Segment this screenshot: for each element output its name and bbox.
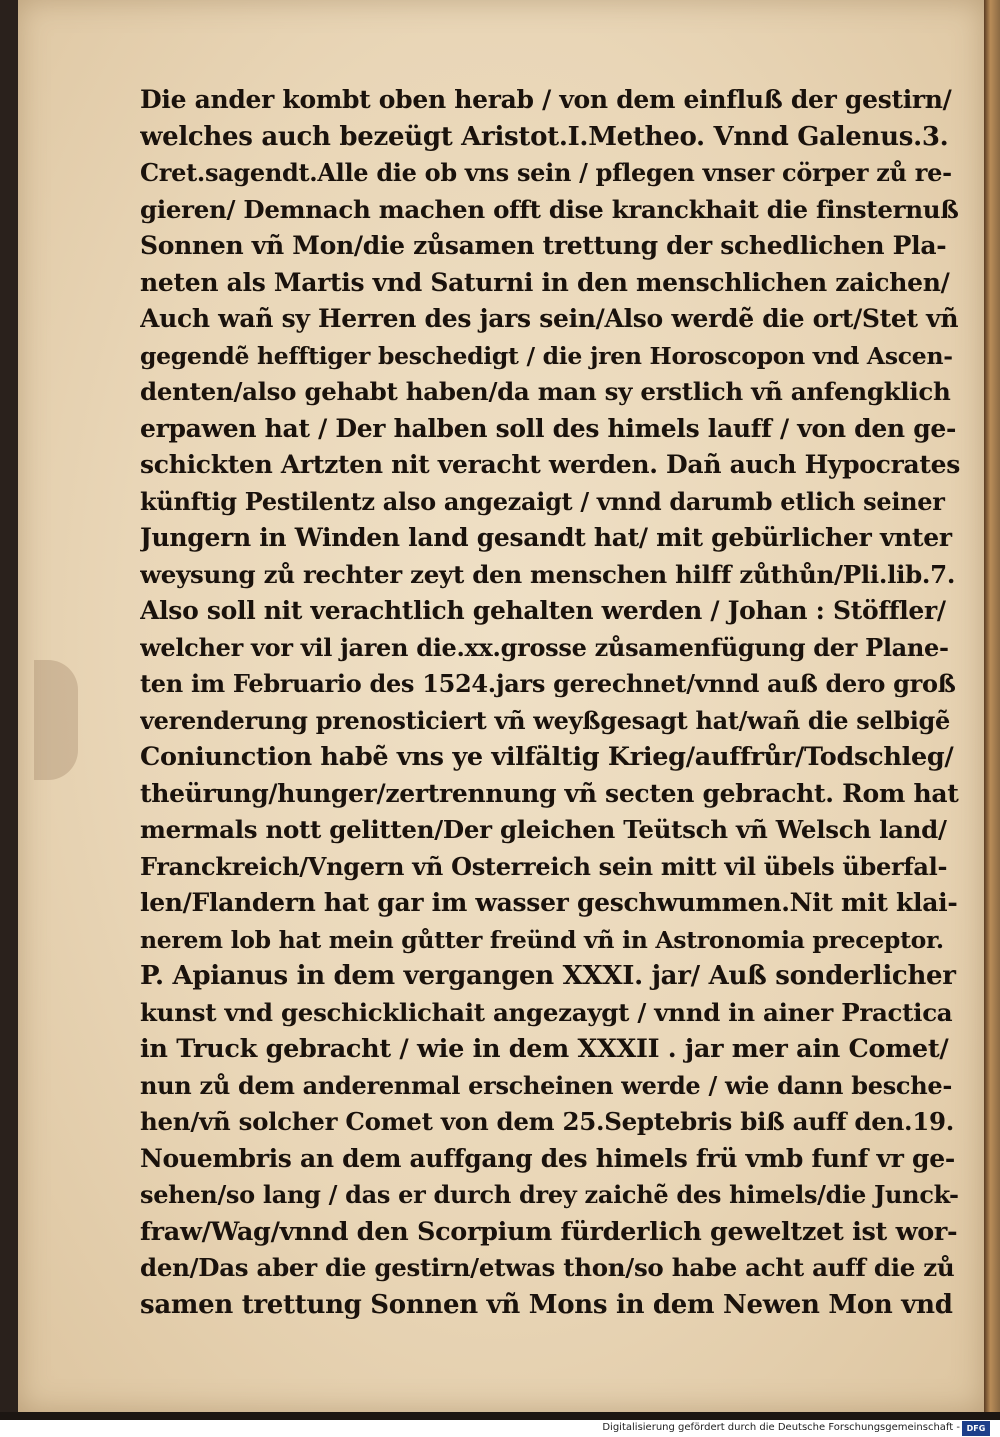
text-line: welcher vor vil jaren die.xx.grosse zůsamenfügung der Plane- bbox=[140, 632, 949, 662]
text-line: denten/also gehabt haben/da man sy erstlich vñ anfengklich bbox=[140, 377, 951, 406]
text-line: fraw/Wag/vnnd den Scorpium fürderlich geweltzet ist wor- bbox=[140, 1216, 958, 1247]
text-line: hen/vñ solcher Comet von dem 25.Septebris biß auff den.19. bbox=[140, 1107, 954, 1136]
text-line: Coniunction habẽ vns ye vilfältig Krieg/auffrůr/Todschleg/ bbox=[140, 742, 954, 772]
text-line: gegendẽ hefftiger beschedigt / die jren Horoscopon vnd Ascen- bbox=[140, 341, 953, 370]
text-line: mermals nott gelitten/Der gleichen Teütsch vñ Welsch land/ bbox=[140, 815, 947, 844]
text-line: Also soll nit verachtlich gehalten werden / Johan : Stöffler/ bbox=[140, 596, 946, 625]
text-line: verenderung prenosticiert vñ weyßgesagt hat/wañ die selbigẽ bbox=[140, 705, 950, 735]
bottom-edge bbox=[0, 1412, 1000, 1420]
paper-page bbox=[18, 0, 984, 1412]
text-line: nerem lob hat mein gůtter freünd vñ in Astronomia preceptor. bbox=[140, 925, 944, 954]
text-line: Jungern in Winden land gesandt hat/ mit gebürlicher vnter bbox=[140, 523, 952, 552]
text-line: neten als Martis vnd Saturni in den menschlichen zaichen/ bbox=[140, 267, 950, 297]
text-line: gieren/ Demnach machen offt dise kranckhait die finsternuß bbox=[140, 194, 959, 224]
text-line: kunst vnd geschicklichait angezaygt / vnnd in ainer Practica bbox=[140, 997, 953, 1027]
document-body bbox=[140, 82, 960, 1323]
binding-clip-shadow bbox=[34, 660, 78, 780]
text-line: Franckreich/Vngern vñ Osterreich sein mitt vil übels überfal- bbox=[140, 851, 948, 881]
text-line: samen trettung Sonnen vñ Mons in dem Newen Mon vnd bbox=[140, 1289, 953, 1320]
text-line: schickten Artzten nit veracht werden. Dañ auch Hypocrates bbox=[140, 450, 960, 479]
text-line: sehen/so lang / das er durch drey zaichẽ des himels/die Junck- bbox=[140, 1180, 959, 1209]
text-line: ten im Februario des 1524.jars gerechnet/vnnd auß dero groß bbox=[140, 669, 956, 698]
text-line: Auch wañ sy Herren des jars sein/Also werdẽ die ort/Stet vñ bbox=[140, 304, 959, 333]
text-line: len/Flandern hat gar im wasser geschwummen.Nit mit klai- bbox=[140, 888, 958, 917]
text-line: Sonnen vñ Mon/die zůsamen trettung der schedlichen Pla- bbox=[140, 231, 947, 260]
text-line: welches auch bezeügt Aristot.I.Metheo. Vnnd Galenus.3. bbox=[140, 121, 949, 152]
text-line: nun zů dem anderenmal erscheinen werde / wie dann besche- bbox=[140, 1070, 953, 1100]
text-line: P. Apianus in dem vergangen XXXI. jar/ Auß sonderlicher bbox=[140, 961, 956, 991]
page-edge-strip bbox=[984, 0, 1000, 1420]
text-line: künftig Pestilentz also angezaigt / vnnd darumb etlich seiner bbox=[140, 486, 945, 516]
text-line: Cret.sagendt.Alle die ob vns sein / pflegen vnser cörper zů re- bbox=[140, 158, 952, 187]
text-line: Die ander kombt oben herab / von dem einfluß der gestirn/ bbox=[140, 85, 952, 114]
text-line: Nouembris an dem auffgang des himels frü vmb funf vr ge- bbox=[140, 1143, 955, 1173]
text-line: in Truck gebracht / wie in dem XXXII . jar mer ain Comet/ bbox=[140, 1034, 949, 1064]
text-line: den/Das aber die gestirn/etwas thon/so habe acht auff die zů bbox=[140, 1253, 955, 1282]
text-line: weysung zů rechter zeyt den menschen hilff zůthůn/Pli.lib.7. bbox=[140, 559, 956, 589]
dfg-logo: DFG bbox=[962, 1421, 990, 1436]
funding-credit: Digitalisierung gefördert durch die Deutsche Forschungsgemeinschaft - bbox=[602, 1422, 960, 1433]
text-line: theürung/hunger/zertrennung vñ secten gebracht. Rom hat bbox=[140, 778, 959, 808]
text-line: erpawen hat / Der halben soll des himels lauff / von den ge- bbox=[140, 413, 957, 443]
